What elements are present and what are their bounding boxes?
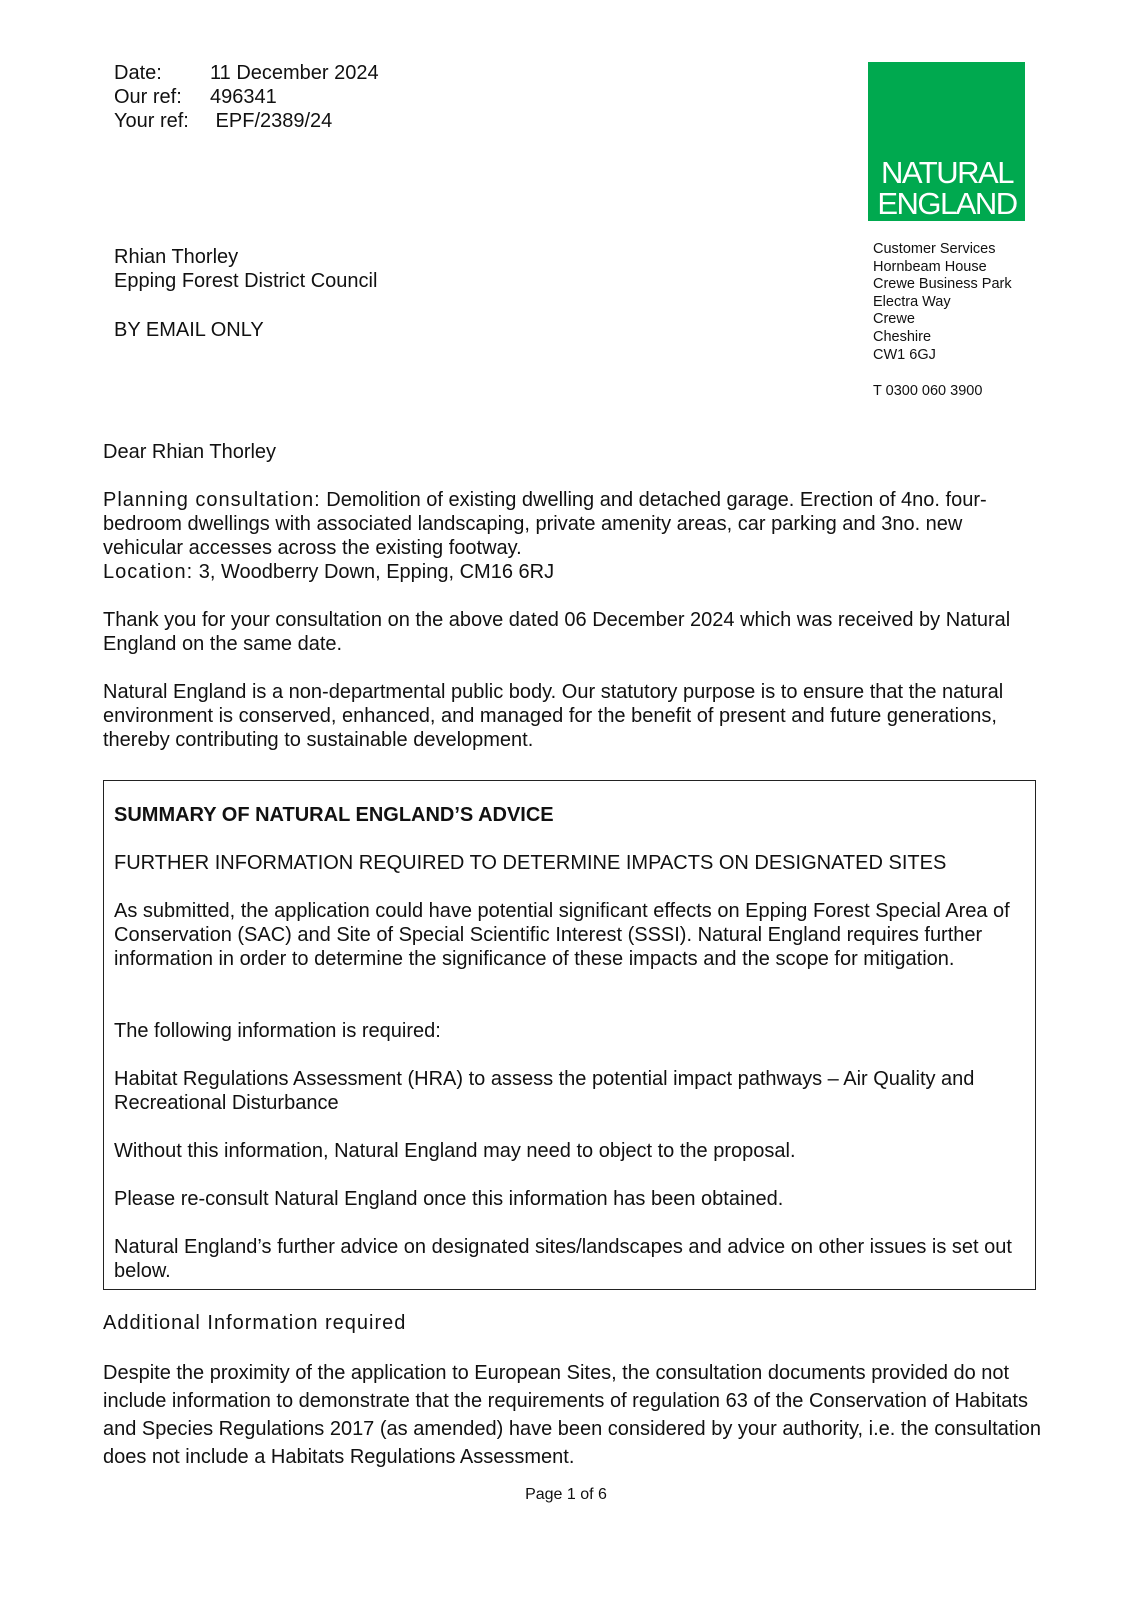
paragraph: Natural England is a non-departmental public body. Our statutory purpose is to ensure that the natural environment is conserved, enhanced, and managed for the benefit of present and future generations, thereby contributing to sustainable development.: [103, 681, 1004, 751]
our-ref-row: [114, 85, 379, 109]
summary-paragraph: The following information is required:: [114, 1020, 441, 1042]
logo-word-england: ENGLAND: [877, 186, 1017, 221]
advice-summary-box: [103, 780, 1036, 1290]
summary-paragraph: Habitat Regulations Assessment (HRA) to assess the potential impact pathways – Air Quality and Recreational Disturbance: [114, 1068, 975, 1114]
date-row: [114, 61, 379, 85]
address-line: Crewe: [873, 311, 915, 328]
address-line: Electra Way: [873, 293, 951, 310]
salutation: Dear Rhian Thorley: [103, 441, 277, 463]
logo-word-natural: NATURAL: [881, 155, 1013, 190]
phone-number: T 0300 060 3900: [873, 383, 983, 399]
additional-info-paragraph: Despite the proximity of the application to European Sites, the consultation documents provided do not include information to demonstrate that the requirements of regulation 63 of the Conservation of Habitats and Species Regulations 2017 (as amended) have been considered by your authority, i.e. the consultation does not include a Habitats Regulations Assessment.: [103, 1362, 1042, 1468]
consultation-block: [103, 488, 1038, 584]
addressee-organisation: Epping Forest District Council: [114, 270, 378, 292]
consultation-description: [103, 488, 1038, 560]
address-line: Crewe Business Park: [873, 276, 1012, 293]
summary-paragraph: Without this information, Natural England may need to object to the proposal.: [114, 1140, 796, 1162]
your-ref-value: EPF/2389/24: [210, 110, 333, 132]
paragraph: Thank you for your consultation on the above dated 06 December 2024 which was received by Natural England on the same date.: [103, 609, 1011, 655]
address-line: Customer Services: [873, 241, 996, 257]
location-label: Location:: [103, 561, 194, 583]
address-line: CW1 6GJ: [873, 346, 936, 363]
address-line: Cheshire: [873, 328, 932, 345]
location-text: 3, Woodberry Down, Epping, CM16 6RJ: [193, 561, 555, 583]
reference-block: [114, 61, 379, 133]
consultation-location: [103, 560, 1038, 584]
our-ref-value: 496341: [210, 86, 277, 108]
consultation-text: Demolition of existing dwelling and detached garage. Erection of 4no. four-bedroom dwellings with associated landscaping, private amenity areas, car parking and 3no. new vehicular accesses across the existing footway.: [103, 489, 987, 559]
addressee-name: Rhian Thorley: [114, 246, 239, 268]
our-ref-label: Our ref:: [114, 86, 182, 108]
page-number: Page 1 of 6: [525, 1486, 607, 1503]
address-line: Hornbeam House: [873, 258, 987, 275]
date-label: Date:: [114, 62, 162, 84]
summary-paragraph: Natural England’s further advice on designated sites/landscapes and advice on other issues is set out below.: [114, 1236, 1012, 1282]
your-ref-row: [114, 109, 379, 133]
summary-paragraph: As submitted, the application could have potential significant effects on Epping Forest Special Area of Conservation (SAC) and Site of Special Scientific Interest (SSSI). Natural England requires further information in order to determine the significance of these impacts and the scope for mitigation.: [114, 900, 1010, 970]
your-ref-label: Your ref:: [114, 110, 189, 132]
sender-address: [873, 241, 1012, 364]
additional-info-heading: Additional Information required: [103, 1312, 407, 1334]
summary-subheading: FURTHER INFORMATION REQUIRED TO DETERMINE IMPACTS ON DESIGNATED SITES: [114, 852, 947, 874]
delivery-method: BY EMAIL ONLY: [114, 319, 264, 341]
summary-heading: SUMMARY OF NATURAL ENGLAND’S ADVICE: [114, 804, 554, 826]
summary-paragraph: Please re-consult Natural England once this information has been obtained.: [114, 1188, 784, 1210]
date-value: 11 December 2024: [210, 62, 379, 84]
natural-england-logo: [868, 62, 1025, 221]
addressee-block: [114, 245, 377, 293]
consultation-label: Planning consultation:: [103, 489, 321, 511]
